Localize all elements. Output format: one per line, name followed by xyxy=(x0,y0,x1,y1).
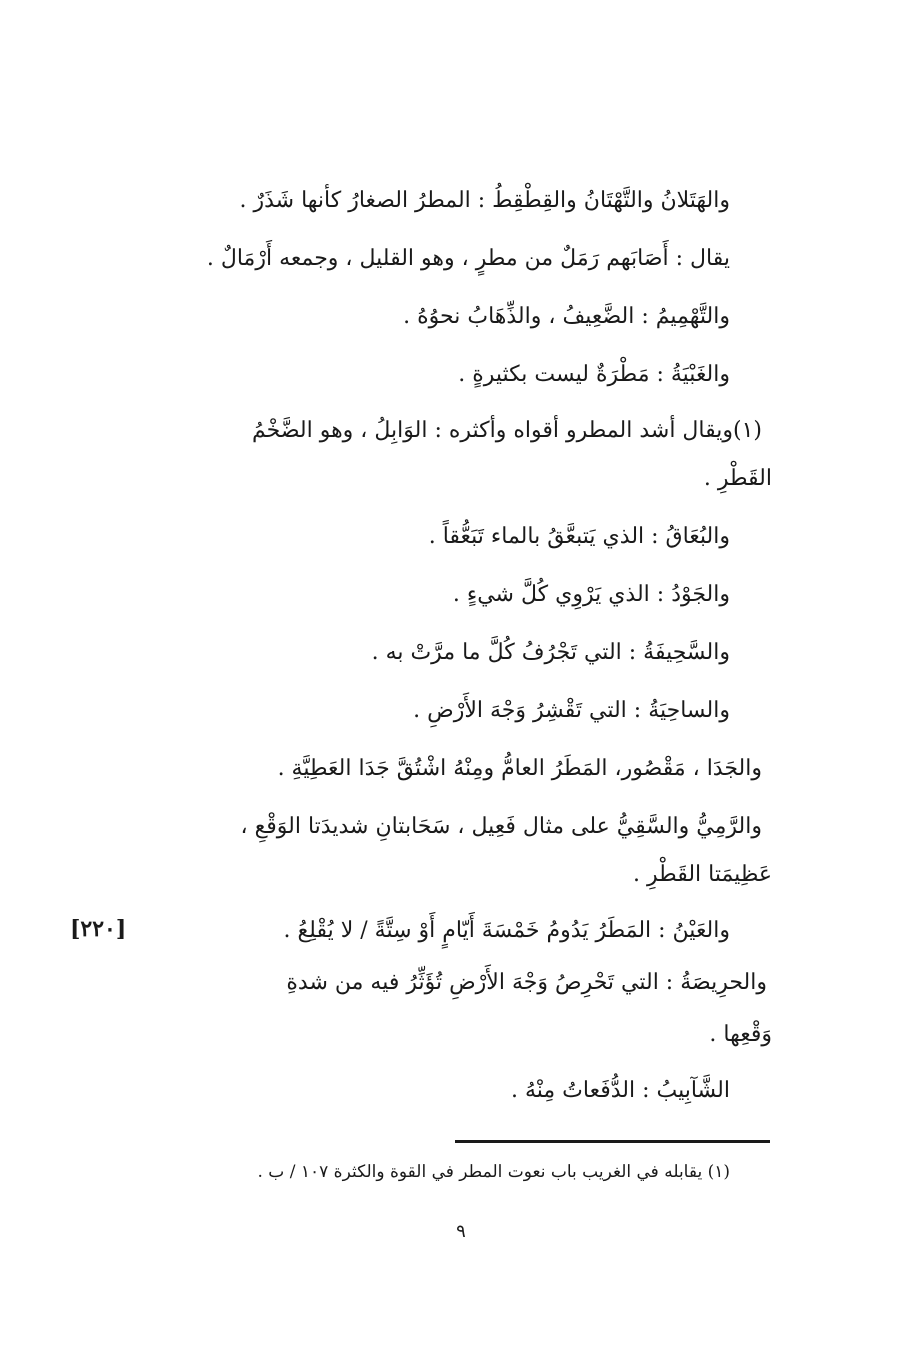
text-line: الشَّآبِيبُ : الدُّفَعاتُ مِنْهُ . xyxy=(510,1078,730,1103)
footnote: (١) يقابله في الغريب باب نعوت المطر في القوة والكثرة ١٠٧ / ب . xyxy=(257,1162,730,1182)
text-line: والعَيْنُ : المَطَرُ يَدُومُ خَمْسَةَ أَيّامٍ أَوْ سِتَّةً / لا يُقْلِعُ . xyxy=(283,918,730,943)
text-line: والحرِيصَةُ : التي تَحْرِصُ وَجْهَ الأَرْضِ تُؤَثِّرُ فيه من شدةِ xyxy=(286,970,767,995)
text-line: والجَوْدُ : الذي يَرْوِي كُلَّ شيءٍ . xyxy=(452,582,730,607)
text-line: والجَدَا ، مَقْصُور، المَطَرُ العامُّ ومِنْهُ اشْتُقَّ جَدَا العَطِيَّةِ . xyxy=(277,756,762,781)
text-line: يقال : أَصَابَهم رَمَلٌ من مطرٍ ، وهو القليل ، وجمعه أَرْمَالٌ . xyxy=(206,246,730,271)
text-line: (١)ويقال أشد المطرو أقواه وأكثره : الوَابِلُ ، وهو الضَّخْمُ xyxy=(251,418,762,443)
text-line: عَظِيمَتا القَطْرِ . xyxy=(633,862,772,887)
text-line: والسَّحِيفَةُ : التي تَجْرُفُ كُلَّ ما مرَّتْ به . xyxy=(371,640,730,665)
manuscript-folio-marker: [٢٢٠] xyxy=(70,916,127,942)
page-number: ٩ xyxy=(456,1221,466,1242)
text-line: وَقْعِها . xyxy=(709,1022,772,1047)
text-line: والهَتَلانُ والتَّهْتَانُ والقِطْقِطُ : المطرُ الصغارُ كأنها شَذَرٌ . xyxy=(239,188,730,213)
text-line: والساحِيَةُ : التي تَقْشِرُ وَجْهَ الأَرْضِ . xyxy=(413,698,730,723)
text-line: والبُعَاقُ : الذي يَتبعَّقُ بالماء تَبَعُّقاً . xyxy=(428,524,730,549)
text-line: والغَبْيَةُ : مَطْرَةٌ ليست بكثيرةٍ . xyxy=(458,362,730,387)
text-line: القَطْرِ . xyxy=(703,466,772,491)
footnote-divider xyxy=(455,1140,770,1143)
text-line: والرَّمِيُّ والسَّقِيُّ على مثال فَعِيل ، سَحَابتانِ شديدَتا الوَقْعِ ، xyxy=(240,814,762,839)
text-line: والتَّهْمِيمُ : الضَّعِيفُ ، والذِّهَابُ نحوُهُ . xyxy=(403,304,730,329)
